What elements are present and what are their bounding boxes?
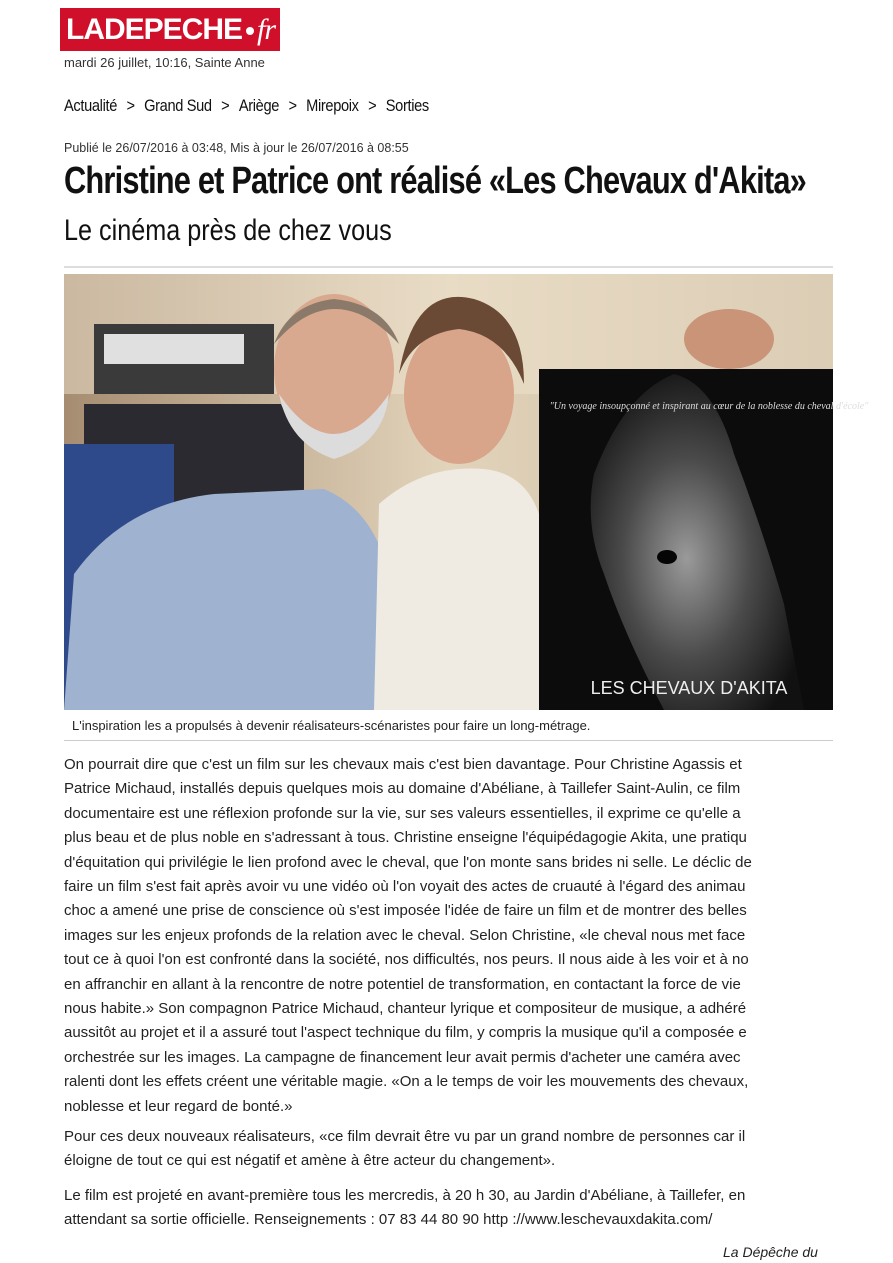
breadcrumb-separator: > <box>126 96 135 115</box>
article-subtitle: Le cinéma près de chez vous <box>64 214 392 247</box>
dateline: mardi 26 juillet, 10:16, Sainte Anne <box>64 55 265 70</box>
logo-dot <box>246 27 254 35</box>
paragraph-3: Le film est projeté en avant-première tous les mercredis, à 20 h 30, au Jardin d'Abéliane, à Taillefer, en attendant sa sortie officielle. Renseignements : 07 83 44 80 90 http ://www.leschevauxdakita.com/ <box>64 1187 746 1228</box>
breadcrumb-item-mirepoix[interactable]: Mirepoix <box>306 96 359 115</box>
article-source: La Dépêche du <box>723 1244 818 1260</box>
logo-suffix: fr <box>257 13 276 46</box>
breadcrumb-item-sorties[interactable]: Sorties <box>385 96 429 115</box>
breadcrumb-item-actualite[interactable]: Actualité <box>64 96 117 115</box>
publish-info: Publié le 26/07/2016 à 03:48, Mis à jour le 26/07/2016 à 08:55 <box>64 141 409 155</box>
poster-quote: "Un voyage insoupçonné et inspirant au cœur de la noblesse du cheval d'école" <box>549 401 869 412</box>
site-logo[interactable] <box>60 8 280 51</box>
article-photo <box>64 274 869 710</box>
title-divider <box>64 266 833 268</box>
breadcrumb-separator: > <box>288 96 297 115</box>
breadcrumb-item-ariege[interactable]: Ariège <box>238 96 280 115</box>
paragraph-2: Pour ces deux nouveaux réalisateurs, «ce film devrait être vu par un grand nombre de personnes car il éloigne de tout ce qui est négatif et amène à être acteur du changement». <box>64 1128 746 1169</box>
breadcrumb-item-grand-sud[interactable]: Grand Sud <box>144 96 212 115</box>
article-title: Christine et Patrice ont réalisé «Les Chevaux d'Akita» <box>64 160 806 202</box>
article-body <box>64 753 844 1119</box>
paragraph-1: On pourrait dire que c'est un film sur les chevaux mais c'est bien davantage. Pour Christine Agassis et Patrice Michaud, installés depuis quelques mois au domaine d'Abéliane, à Taillefer Saint-Aulin, ce film documentaire est une réflexion profonde sur la vie, sur ses valeurs essentielles, il exprime ce qu'elle a plus beau et de plus noble en s'adressant à tous. Christine enseigne l'équipédagogie Akita, une pratiqu d'équitation qui privilégie le lien profond avec le cheval, que l'on monte sans brides ni selle. Le déclic de faire un film s'est fait après avoir vu une vidéo où l'on voyait des actes de cruauté à l'égard des animau choc a amené une prise de conscience où s'est imposée l'idée de faire un film et de montrer des belles images sur les enjeux profonds de la relation avec le cheval. Selon Christine, «le cheval nous met face tout ce à quoi l'on est confronté dans la société, nos difficultés, nos peurs. Il nous aide à les voir et à no en affranchir en allant à la rencontre de notre potentiel de transformation, en contactant la force de vie nous habite.» Son compagnon Patrice Michaud, chanteur lyrique et compositeur de musique, a adhéré aussitôt au projet et il a assuré tout l'aspect technique du film, y compris la musique qu'il a composée e orchestrée sur les images. La campagne de financement leur avait permis d'acheter une caméra avec ralenti dont les effets créent une véritable magie. «On a le temps de voir les mouvements des chevaux, noblesse et leur regard de bonté.» <box>64 756 752 1115</box>
breadcrumb-separator: > <box>368 96 377 115</box>
photo-illustration <box>64 274 869 710</box>
poster-title: LES CHEVAUX D'AKITA <box>590 678 788 698</box>
logo-text: LADEPECHE <box>66 13 243 46</box>
photo-caption: L'inspiration les a propulsés à devenir réalisateurs-scénaristes pour faire un long-métrage. <box>64 711 833 741</box>
breadcrumb <box>64 96 429 116</box>
breadcrumb-separator: > <box>221 96 230 115</box>
